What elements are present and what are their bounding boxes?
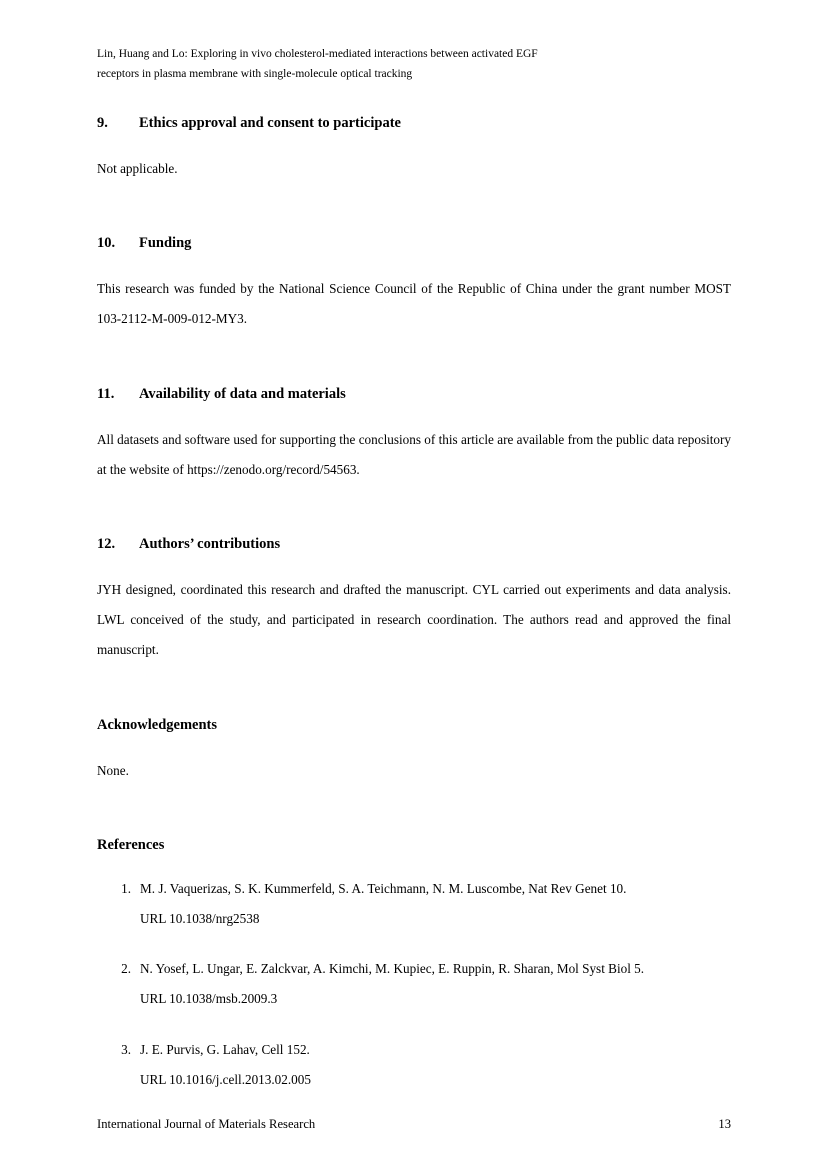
acknowledgements-heading: Acknowledgements — [97, 716, 218, 733]
running-head-line-2: receptors in plasma membrane with single-molecule optical tracking — [97, 68, 413, 80]
section-title-12: Authors’ contributions — [139, 536, 281, 553]
footer-page-number: 13 — [718, 1117, 731, 1131]
reference-url: URL 10.1016/j.cell.2013.02.005 — [140, 1071, 311, 1087]
references-heading: References — [97, 836, 165, 853]
reference-marker: 1. — [121, 880, 131, 896]
running-head-line-1: Lin, Huang and Lo: Exploring in vivo cholesterol-mediated interactions between activated EGF — [97, 48, 538, 60]
reference-list — [97, 874, 731, 1095]
section-number-11: 11. — [97, 385, 115, 402]
running-head — [97, 44, 697, 84]
footer-journal-name: International Journal of Materials Research — [97, 1117, 316, 1131]
reference-marker: 3. — [121, 1041, 131, 1057]
section-body-11: All datasets and software used for supporting the conclusions of this article are available from the public data repository at the website of https://zenodo.org/record/54563. — [97, 431, 731, 477]
section-title-11: Availability of data and materials — [139, 385, 346, 402]
section-heading-10 — [97, 234, 731, 252]
section-number-12: 12. — [97, 536, 116, 553]
section-heading-9 — [97, 114, 731, 132]
page-footer — [97, 1115, 731, 1133]
reference-citation: N. Yosef, L. Ungar, E. Zalckvar, A. Kimchi, M. Kupiec, E. Ruppin, R. Sharan, Mol Syst Biol 5. — [140, 961, 645, 977]
section-body-10: This research was funded by the National Science Council of the Republic of China under the grant number MOST 103-2112-M-009-012-MY3. — [97, 281, 731, 327]
section-heading-12 — [97, 535, 731, 553]
section-title-9: Ethics approval and consent to participate — [139, 115, 401, 131]
section-heading-11 — [97, 385, 731, 403]
section-body-9: Not applicable. — [97, 161, 178, 176]
reference-url: URL 10.1038/nrg2538 — [140, 911, 260, 927]
reference-item — [109, 954, 731, 1014]
reference-citation: M. J. Vaquerizas, S. K. Kummerfeld, S. A. Teichmann, N. M. Luscombe, Nat Rev Genet 10. — [140, 880, 627, 896]
reference-citation: J. E. Purvis, G. Lahav, Cell 152. — [140, 1041, 310, 1057]
reference-url: URL 10.1038/msb.2009.3 — [140, 991, 278, 1007]
section-number-10: 10. — [97, 235, 116, 252]
reference-marker: 2. — [121, 961, 131, 977]
acknowledgements-body: None. — [97, 762, 129, 778]
section-number-9: 9. — [97, 115, 108, 131]
page-content — [97, 44, 731, 1095]
reference-item — [109, 1035, 731, 1095]
reference-item — [109, 874, 731, 934]
section-body-12: JYH designed, coordinated this research and drafted the manuscript. CYL carried out experiments and data analysis. LWL conceived of the study, and participated in research coordination. The authors read and approved the final manuscript. — [97, 582, 731, 658]
section-title-10: Funding — [139, 235, 192, 252]
